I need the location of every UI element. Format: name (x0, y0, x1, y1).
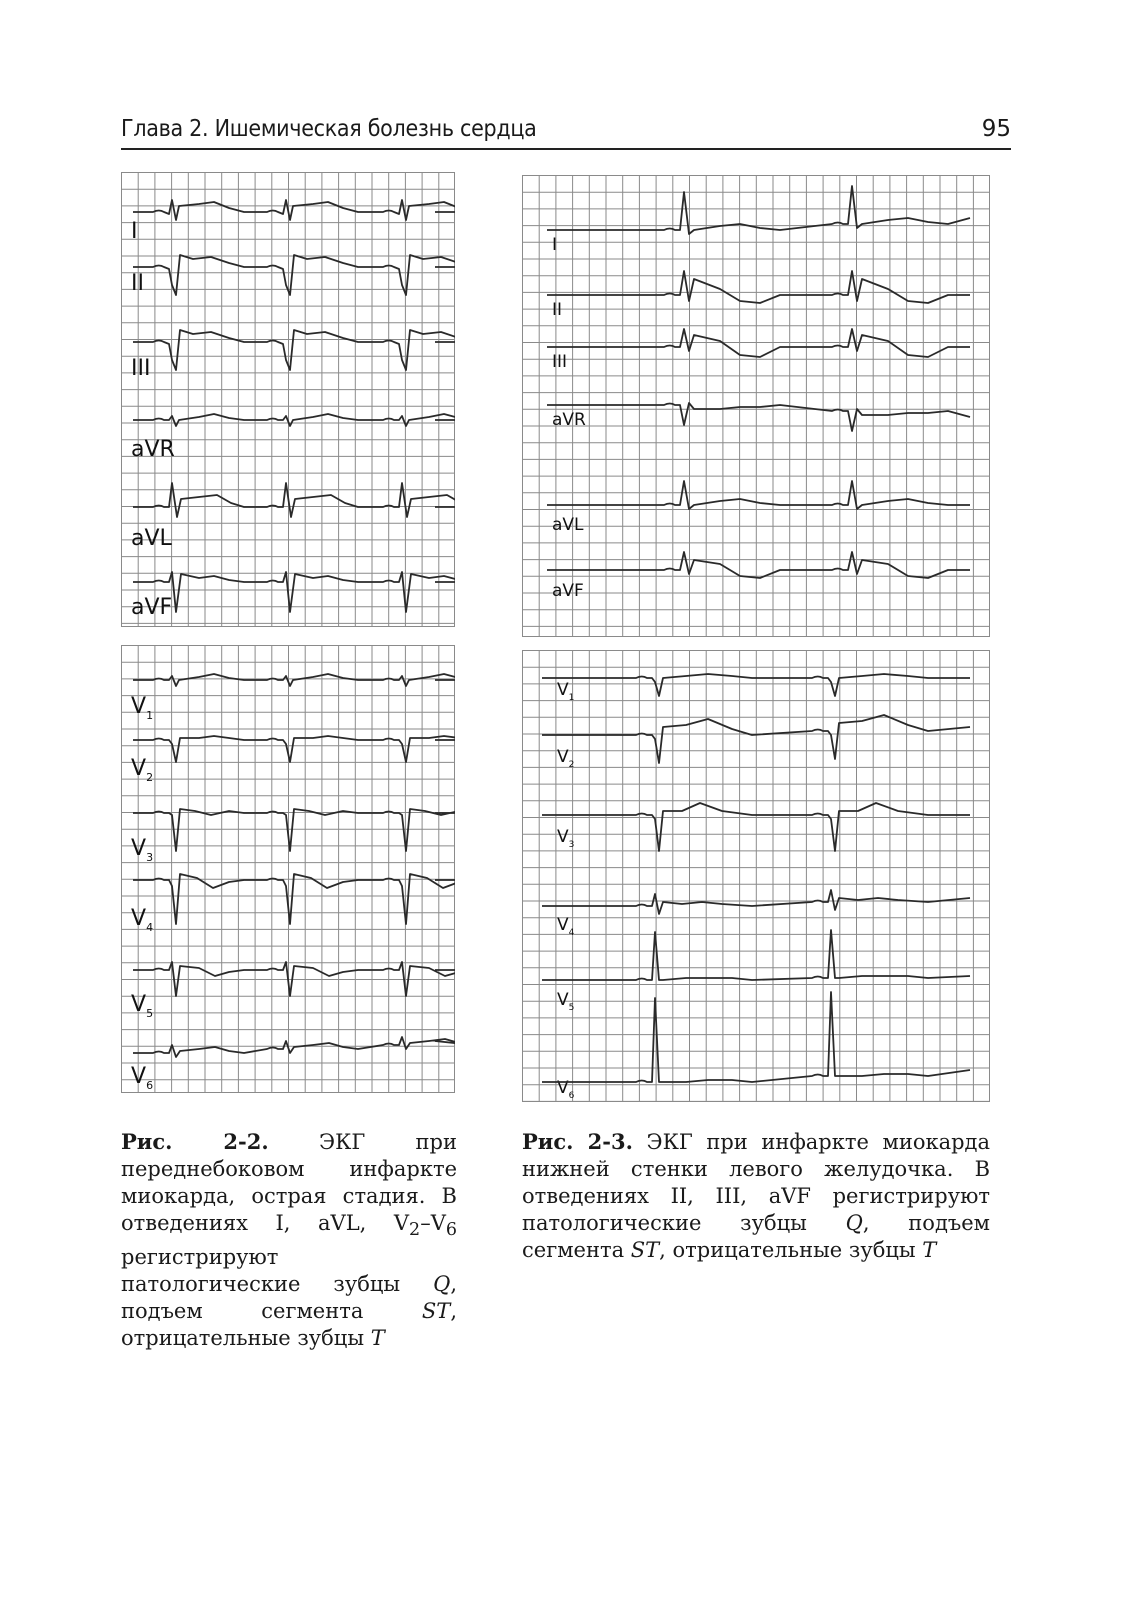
caption-italic: Q (845, 1211, 863, 1235)
ecg-trace (133, 483, 455, 517)
lead-label: $V_3$ (131, 836, 154, 864)
caption-text: , отрицательные зубцы (121, 1299, 457, 1351)
figure-caption (522, 1128, 990, 1264)
caption-text: ЭКГ при инфаркте миокарда нижней стенки левого желудочка. В отведениях II, III, aVF регистрируют патологические зубцы (522, 1130, 991, 1235)
page-number: 95 (981, 116, 1011, 142)
ecg-trace (133, 572, 455, 612)
ecg-grid-panel (121, 172, 455, 627)
lead-label: aVF (552, 581, 584, 601)
lead-label: $V_6$ (131, 1064, 154, 1092)
ecg-grid (121, 645, 455, 1093)
ecg-trace (133, 736, 455, 762)
ecg-grid-panel (522, 650, 990, 1102)
ecg-grid (522, 175, 990, 637)
lead-label: $V_4$ (557, 915, 575, 938)
ecg-grid-panel (522, 175, 990, 637)
caption-text: , подъем сегмента (522, 1211, 990, 1262)
caption-subscript: 6 (445, 1220, 457, 1241)
caption-italic: T (370, 1326, 385, 1351)
ecg-trace (133, 874, 455, 924)
lead-label: III (552, 352, 568, 372)
lead-label: aVL (552, 515, 584, 535)
ecg-trace (133, 330, 455, 370)
caption-text: , отрицательные зубцы (659, 1238, 923, 1262)
ecg-trace (133, 809, 455, 851)
fig-2-2-chest-leads-ecg (121, 645, 455, 1093)
caption-italic: ST (630, 1238, 660, 1262)
caption-text: регистрируют патологические зубцы (121, 1245, 434, 1297)
figure-caption (121, 1128, 457, 1352)
caption-italic: ST (421, 1299, 451, 1324)
lead-label: $V_3$ (557, 827, 575, 850)
caption-italic: T (922, 1238, 937, 1262)
figure-number: Рис. 2-2. (121, 1129, 269, 1154)
lead-label: $V_2$ (131, 756, 154, 784)
lead-label: aVR (131, 437, 175, 462)
fig-2-3-limb-leads-ecg (522, 175, 990, 637)
lead-label: $V_2$ (557, 747, 575, 770)
lead-label: I (552, 235, 558, 255)
figure-number: Рис. 2-3. (522, 1129, 633, 1154)
lead-label: $V_4$ (131, 906, 154, 934)
caption-text: , подъем сегмента (121, 1272, 457, 1324)
ecg-grid (121, 172, 455, 627)
ecg-grid-panel (121, 645, 455, 1093)
caption-subscript: 2 (409, 1220, 421, 1241)
lead-label: II (552, 300, 563, 320)
ecg-trace (133, 674, 455, 686)
lead-label: III (131, 356, 151, 381)
fig-2-2-limb-leads-ecg (121, 172, 455, 627)
lead-label: aVF (131, 595, 173, 620)
chapter-title: Глава 2. Ишемическая болезнь сердца (121, 116, 537, 142)
lead-label: $V_5$ (557, 990, 575, 1013)
ecg-trace (133, 414, 455, 426)
caption-text: ЭКГ при переднебоковом инфаркте миокарда, острая стадия. В отведениях I, aVL, V (121, 1130, 457, 1235)
fig-2-3-chest-leads-ecg (522, 650, 990, 1102)
caption-text: –V (420, 1211, 446, 1235)
caption-italic: Q (433, 1272, 451, 1297)
lead-label: $V_6$ (557, 1078, 575, 1101)
lead-label: $V_5$ (131, 992, 154, 1020)
ecg-grid (522, 650, 990, 1102)
ecg-trace (133, 1037, 455, 1057)
lead-label: $V_1$ (131, 694, 154, 722)
lead-label: aVR (552, 410, 586, 430)
running-header (121, 110, 1011, 150)
ecg-trace (133, 200, 455, 220)
lead-label: aVL (131, 526, 172, 551)
lead-label: II (131, 271, 144, 296)
lead-label: $V_1$ (557, 680, 575, 703)
lead-label: I (131, 219, 138, 244)
